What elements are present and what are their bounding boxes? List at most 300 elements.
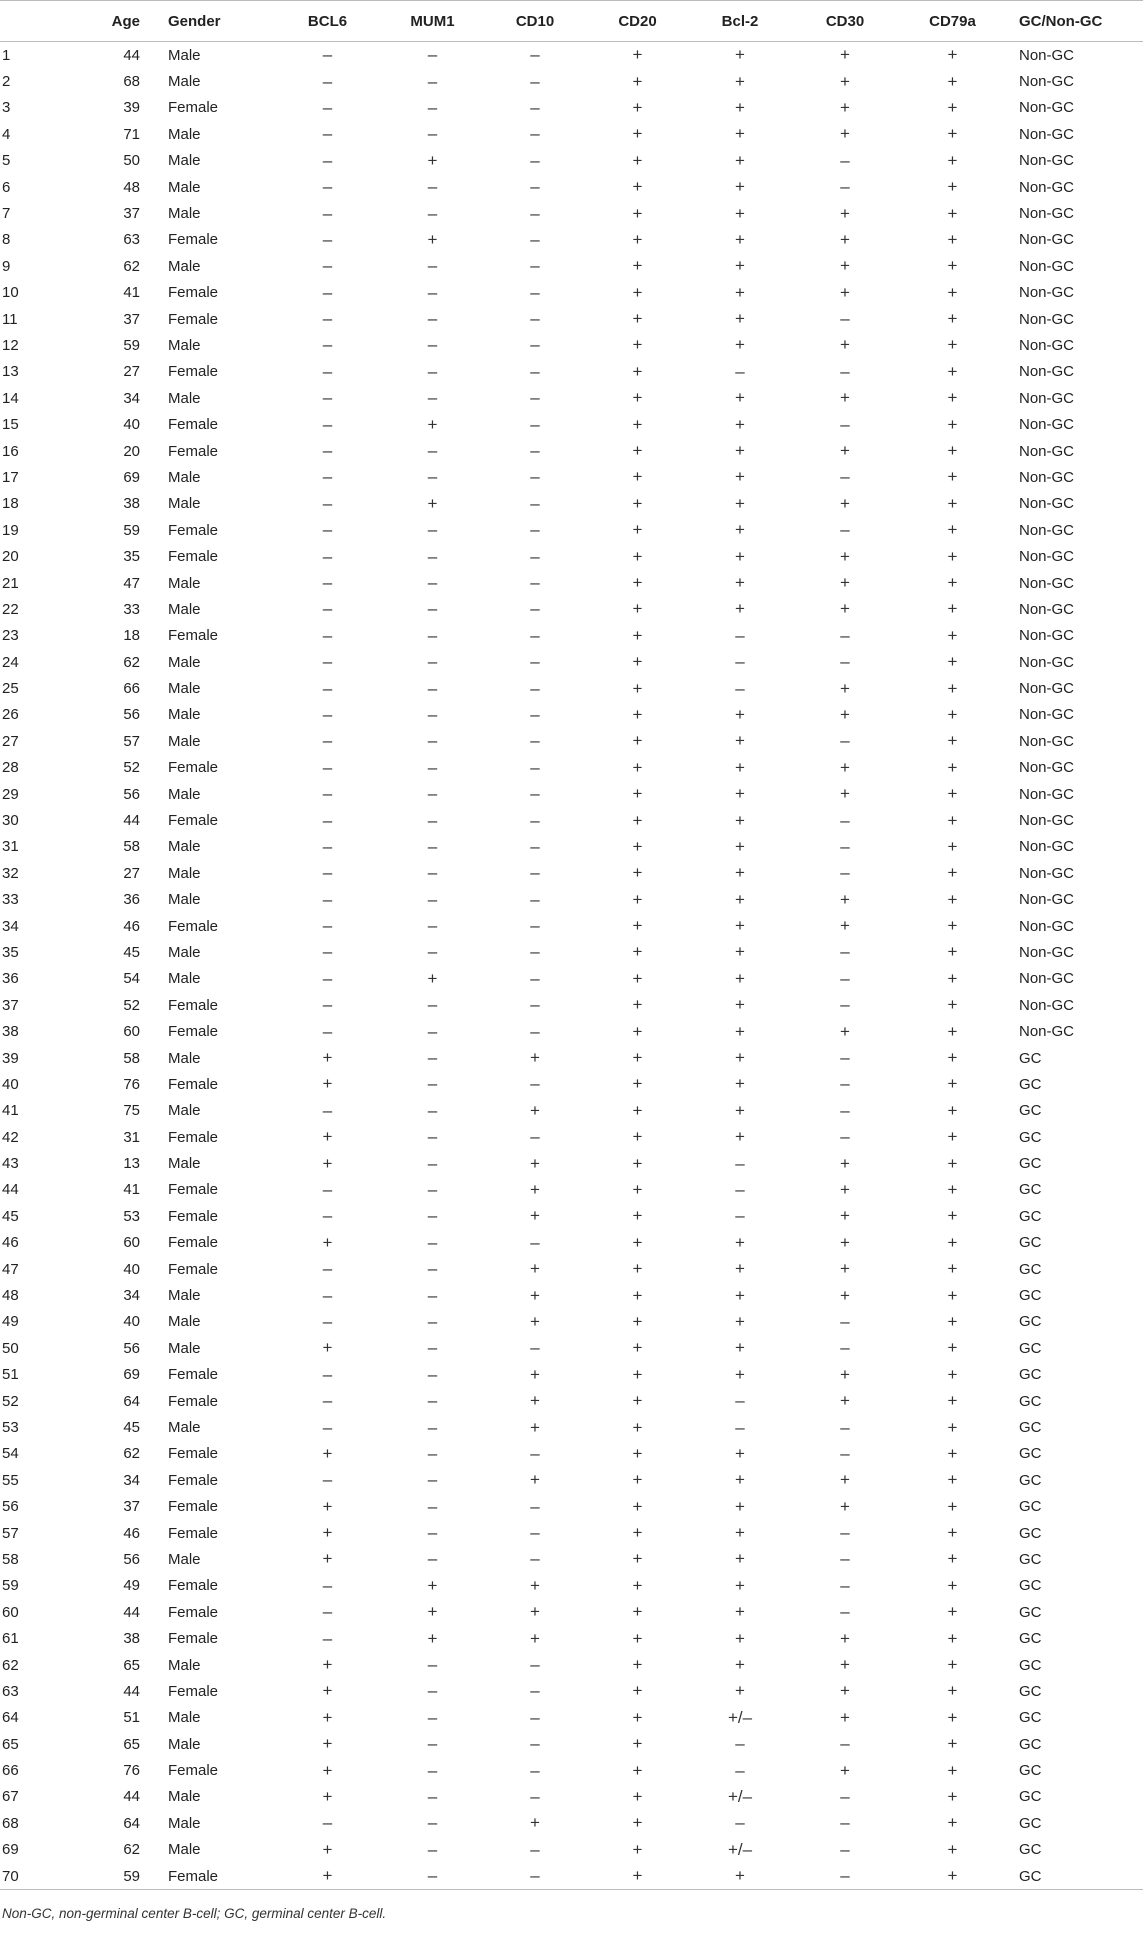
table-row [0,1071,1143,1097]
cell-row-index: 57 [2,1524,19,1542]
cell-age: 44 [123,1788,140,1806]
cell-row-index: 8 [2,231,11,249]
cell-row-index: 29 [2,785,19,803]
cell-cd79a: + [947,177,958,197]
cell-cd10: – [530,441,540,461]
cell-cd10: – [530,942,540,962]
cell-bcl6: – [322,1391,333,1411]
table-row [0,1810,1143,1836]
cell-bcl2: + [735,810,745,830]
cell-cd30: + [840,1179,850,1199]
cell-gender: Female [168,1577,219,1595]
cell-row-index: 37 [2,996,19,1014]
cell-mum1: – [427,361,438,381]
cell-age: 40 [123,1313,140,1331]
cell-gender: Male [168,653,201,671]
cell-bcl6: – [322,916,333,936]
cell-mum1: – [427,1100,438,1120]
cell-cd20: + [632,1127,643,1147]
cell-mum1: – [427,1206,438,1226]
cell-gender: Male [168,600,201,618]
cell-gc-status: GC [1019,1550,1042,1568]
cell-bcl2: – [735,361,745,381]
cell-bcl6: – [322,414,333,434]
cell-age: 66 [123,680,140,698]
cell-cd10: + [530,1100,540,1120]
cell-cd20: + [632,863,643,883]
cell-cd10: – [530,625,540,645]
cell-gc-status: GC [1019,1313,1042,1331]
cell-gender: Male [168,1709,201,1727]
cell-gender: Male [168,706,201,724]
cell-gc-status: Non-GC [1019,943,1075,961]
cell-bcl2: + [735,916,745,936]
cell-gender: Female [168,363,219,381]
cell-bcl6: – [322,282,333,302]
cell-cd79a: + [947,1127,958,1147]
cell-bcl6: – [322,1813,333,1833]
cell-cd10: – [530,995,540,1015]
cell-age: 45 [123,1419,140,1436]
cell-mum1: – [427,1074,438,1094]
table-row [0,1467,1143,1493]
cell-cd20: + [632,1285,643,1305]
cell-gc-status: GC [1019,1339,1042,1357]
cell-bcl2: + [690,1863,790,1890]
cell-bcl6: – [322,573,333,592]
cell-age: 41 [123,1181,140,1199]
cell-cd20: + [632,704,643,724]
table-row [0,200,1143,226]
cell-mum1: – [427,625,438,645]
cell-cd30: + [840,1470,850,1490]
cell-age: 64 [123,1392,140,1410]
table-row [0,1388,1143,1414]
cell-bcl6: – [322,1311,333,1331]
cell-gc-status: Non-GC [1019,46,1075,64]
cell-bcl2: + [735,968,745,988]
cell-cd79a: + [947,1443,958,1463]
cell-row-index: 69 [2,1841,19,1859]
table-row [0,966,1143,992]
cell-cd20: + [632,1523,643,1543]
cell-gender: Female [168,627,219,645]
cell-row-index: 44 [2,1181,19,1199]
cell-cd10: – [530,282,540,302]
table-row [0,306,1143,332]
table-row [0,649,1143,675]
cell-bcl2: + [735,1232,745,1252]
cell-cd30: + [840,784,850,804]
cell-gc-status: Non-GC [1019,205,1075,223]
table-row [0,1546,1143,1572]
cell-mum1: – [427,731,438,751]
cell-gc-status: GC [1019,1735,1042,1753]
table-row [0,1731,1143,1757]
cell-cd10: – [530,731,540,751]
cell-cd30: – [840,942,850,962]
cell-mum1: – [427,1470,438,1490]
cell-cd20: + [632,546,643,566]
cell-bcl6: + [322,1232,333,1252]
cell-cd10: – [530,414,540,434]
table-row [0,280,1143,306]
cell-cd30: – [840,520,850,540]
cell-age: 44 [123,1682,140,1700]
cell-cd30: – [840,1048,850,1068]
cell-gender: Female [168,284,219,302]
cell-cd30: – [840,1417,850,1437]
cell-cd10: – [530,1760,540,1780]
cell-cd20: + [632,1628,643,1648]
cell-gc-status: GC [1019,1075,1042,1093]
cell-bcl2: + [735,599,745,619]
cell-mum1: – [427,1655,438,1675]
cell-cd20: + [632,282,643,302]
cell-gender: Female [168,1498,219,1516]
cell-bcl2: + [735,388,745,408]
cell-gc-status: Non-GC [1019,970,1075,988]
table-row [0,95,1143,121]
cell-cd20: + [632,836,643,856]
cell-cd10: – [530,229,540,249]
cell-bcl2: + [735,441,745,461]
cell-gender: Male [168,943,201,961]
cell-bcl2: + [735,150,745,170]
header-bcl6: BCL6 [275,1,380,42]
cell-mum1: – [427,784,438,804]
cell-bcl2: + [735,177,745,197]
cell-cd79a: + [947,1496,958,1516]
cell-mum1: – [427,1786,438,1806]
table-row [0,1705,1143,1731]
cell-cd20: + [632,625,643,645]
cell-gc-status: Non-GC [1019,468,1075,486]
cell-row-index: 38 [2,1023,19,1041]
cell-age: 64 [123,1814,140,1832]
cell-bcl2: + [735,942,745,962]
cell-cd20: + [632,810,643,830]
cell-cd79a: + [947,1786,958,1806]
table-row [0,1362,1143,1388]
cell-gender: Female [168,759,219,777]
cell-mum1: – [427,1734,438,1754]
cell-cd79a: + [947,124,958,144]
cell-mum1: – [427,1364,438,1384]
cell-cd30: + [840,124,850,144]
cell-gender: Male [168,680,201,698]
cell-row-index: 5 [2,152,11,170]
cell-cd20: + [632,1681,643,1701]
cell-bcl6: + [322,1707,333,1727]
cell-cd30: + [840,678,850,698]
cell-bcl2: + [735,784,745,804]
cell-mum1: – [427,203,438,223]
table-row [0,1520,1143,1546]
cell-cd79a: + [947,1259,958,1279]
cell-cd30: + [840,282,850,302]
cell-row-index: 61 [2,1630,19,1648]
cell-cd79a: + [947,1681,958,1701]
cell-cd10: – [530,652,540,672]
cell-gender: Female [168,548,219,566]
cell-gc-status: Non-GC [1019,99,1075,117]
cell-bcl6: – [322,1364,333,1384]
cell-bcl6: + [322,1048,333,1068]
cell-mum1: – [427,71,438,91]
cell-cd20: + [632,1338,643,1358]
table-row [0,121,1143,147]
cell-cd79a: + [947,678,958,698]
cell-cd79a: + [947,968,958,988]
cell-mum1: – [427,1127,438,1147]
cell-mum1: – [427,1417,438,1437]
cell-mum1: – [427,916,438,936]
table-row [0,1018,1143,1044]
cell-cd79a: + [947,1655,958,1675]
cell-gender: Female [168,1207,219,1225]
table-row [0,623,1143,649]
cell-cd79a: + [947,335,958,355]
cell-cd20: + [632,1760,643,1780]
cell-gc-status: GC [1019,1524,1042,1542]
cell-cd20: + [632,889,643,909]
cell-age: 65 [123,1656,140,1674]
cell-cd20: + [632,1074,643,1094]
cell-gender: Female [168,917,219,935]
cell-bcl6: + [322,1549,333,1569]
cell-age: 40 [123,416,140,434]
cell-cd20: + [632,968,643,988]
cell-bcl6: – [322,361,333,381]
cell-cd79a: + [947,1048,958,1068]
cell-age: 53 [123,1207,140,1225]
cell-cd10: – [530,1549,540,1569]
cell-cd20: + [632,309,643,329]
cell-gender: Male [168,125,201,143]
cell-gender: Male [168,1313,201,1331]
cell-bcl6: – [322,625,333,645]
cell-gc-status: Non-GC [1019,336,1075,354]
cell-cd10: – [530,757,540,777]
cell-gc-status: GC [1019,1181,1042,1199]
cell-age: 60 [123,1234,140,1252]
cell-mum1: – [427,573,438,592]
cell-cd20: + [632,916,643,936]
cell-cd79a: + [947,1549,958,1569]
cell-gender: Female [168,1023,219,1041]
cell-cd20: + [632,652,643,672]
cell-gc-status: Non-GC [1019,917,1075,935]
cell-cd79a: + [947,97,958,117]
cell-row-index: 26 [2,706,19,724]
cell-cd10: – [530,45,540,65]
cell-cd20: + [632,1206,643,1226]
cell-cd20: + [632,599,643,619]
cell-cd10: – [530,1839,540,1859]
cell-cd30: – [840,731,850,751]
cell-cd20: + [632,1100,643,1120]
table-row [0,543,1143,569]
cell-age: 27 [123,363,140,381]
cell-cd10: + [530,1813,540,1833]
table-row [0,860,1143,886]
cell-cd10: – [530,1681,540,1701]
cell-age: 52 [123,759,140,777]
header-cd30: CD30 [790,1,900,42]
cell-cd20: + [632,1311,643,1331]
cell-cd10: – [530,203,540,223]
cell-cd79a: + [947,1734,958,1754]
table-row [0,1625,1143,1651]
cell-cd10: – [530,863,540,883]
cell-gc-status: Non-GC [1019,600,1075,618]
cell-mum1: – [427,520,438,540]
table-row [0,1335,1143,1361]
cell-cd10: – [530,1707,540,1727]
cell-mum1: – [427,441,438,461]
cell-row-index: 28 [2,759,19,777]
cell-gc-status: Non-GC [1019,706,1075,724]
cell-gc-status: Non-GC [1019,257,1075,275]
cell-gc-status: GC [1019,1155,1042,1173]
cell-row-index: 66 [2,1762,19,1780]
cell-cd10: + [530,1259,540,1279]
header-index [0,1,95,42]
cell-gender: Male [168,1155,201,1173]
cell-cd79a: + [947,1523,958,1543]
cell-cd30: – [840,1338,850,1358]
cell-row-index: 45 [2,1207,19,1225]
cell-row-index: 42 [2,1128,19,1146]
cell-cd30: – [840,625,850,645]
cell-bcl6: – [322,731,333,751]
cell-row-index: 48 [2,1287,19,1305]
cell-gender: Male [168,257,201,275]
cell-gender: Male [168,891,201,909]
cell-cd79a: + [947,1100,958,1120]
cell-cd30: + [840,229,850,249]
cell-cd30: + [840,1496,850,1516]
cell-cd79a: + [947,916,958,936]
cell-cd10: – [530,1786,540,1806]
cell-cd79a: + [947,493,958,513]
cell-bcl2: + [735,1100,745,1120]
cell-bcl2: + [735,1259,745,1279]
table-body [0,42,1143,1890]
cell-bcl6: – [322,45,333,65]
cell-bcl2: – [735,1417,745,1437]
cell-cd20: + [632,942,643,962]
cell-mum1: – [427,1179,438,1199]
cell-age: 36 [123,891,140,909]
cell-cd10: – [530,599,540,619]
table-footnote: Non-GC, non-germinal center B-cell; GC, germinal center B-cell. [2,1906,387,1922]
cell-age: 34 [123,389,140,407]
cell-bcl6: – [322,520,333,540]
cell-bcl2: – [735,1179,745,1199]
cell-bcl2: + [735,836,745,856]
cell-cd10: – [530,968,540,988]
cell-bcl2: + [735,229,745,249]
cell-age: 33 [123,600,140,618]
cell-age: 38 [123,1630,140,1648]
header-cd79a: CD79a [900,1,1005,42]
cell-gender: Female [168,1445,219,1463]
cell-cd10: – [530,889,540,909]
cell-cd10: – [530,1232,540,1252]
cell-cd79a: + [947,1813,958,1833]
cell-bcl6: – [322,784,333,804]
cell-bcl2: – [735,1206,745,1226]
cell-cd30: – [840,1602,850,1622]
table-row [0,227,1143,253]
cell-mum1: – [427,1549,438,1569]
cell-mum1: – [427,757,438,777]
cell-cd30: + [840,1628,850,1648]
cell-cd30: + [840,1364,850,1384]
cell-row-index: 33 [2,891,19,909]
cell-cd10: + [530,1628,540,1648]
cell-row-index: 64 [2,1709,19,1727]
cell-cd30: + [840,546,850,566]
cell-cd10: – [530,309,540,329]
table-row [0,1282,1143,1308]
table-row [0,1757,1143,1783]
cell-cd10: – [530,256,540,276]
cell-cd30: – [840,467,850,487]
table-row [0,385,1143,411]
cell-cd20: + [632,1153,643,1173]
cell-bcl2: +/– [727,1707,753,1727]
cell-bcl6: – [322,493,333,513]
cell-row-index: 43 [2,1155,19,1173]
table-row [0,517,1143,543]
cell-gender: Female [168,1234,219,1252]
cell-cd20: + [632,1048,643,1068]
cell-cd10: – [530,1443,540,1463]
cell-cd79a: + [947,1232,958,1252]
cell-cd79a: + [947,388,958,408]
cell-row-index: 25 [2,680,19,698]
cell-gc-status: GC [1019,1260,1042,1278]
cell-gender: Male [168,838,201,856]
cell-cd20: + [632,1655,643,1675]
cell-cd20: + [632,678,643,698]
cell-cd20: + [632,995,643,1015]
cell-age: 45 [123,943,140,961]
cell-gender: Male [168,574,201,592]
cell-cd30: + [840,1681,850,1701]
cell-cd10: + [530,1285,540,1305]
table-row [0,1652,1143,1678]
table-row [0,1150,1143,1176]
cell-gc-status: GC [1019,1603,1042,1621]
table-row [0,42,1143,69]
cell-bcl2: – [735,678,745,698]
cell-bcl2: + [735,1048,745,1068]
cell-mum1: + [427,414,438,434]
cell-cd20: + [632,467,643,487]
cell-cd10: + [530,1179,540,1199]
cell-age: 59 [123,521,140,539]
cell-cd10: – [530,1338,540,1358]
cell-bcl2: + [735,704,745,724]
cell-bcl2: – [735,625,745,645]
cell-cd79a: + [947,1391,958,1411]
cell-gender: Male [168,785,201,803]
cell-mum1: – [427,335,438,355]
